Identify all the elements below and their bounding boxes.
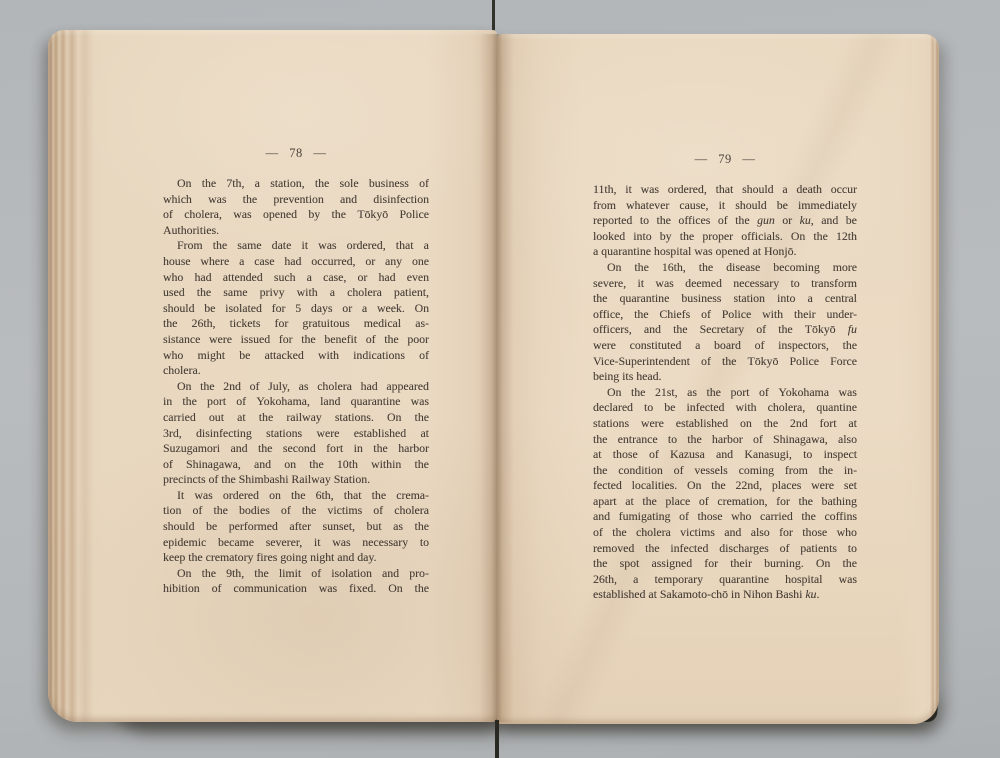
text-line: Suzugamori and the second fort in the harbor <box>163 441 429 456</box>
text-line: From the same date it was ordered, that a <box>177 238 429 253</box>
paragraph <box>163 238 429 378</box>
paragraph <box>163 488 429 566</box>
text-line: which was the prevention and disinfection <box>163 191 429 206</box>
text-line: removed the infected discharges of patients to <box>593 540 857 555</box>
text-line: the condition of vessels coming from the in- <box>593 462 857 477</box>
text-line: 26th, a temporary quarantine hospital was <box>593 571 857 586</box>
text-line: of the cholera victims and also for those who <box>593 525 857 540</box>
paragraph <box>593 260 857 385</box>
text-line: tion of the bodies of the victims of cholera <box>163 503 429 518</box>
book-strap-bottom <box>495 720 499 758</box>
text-line: the entrance to the harbor of Shinagawa, also <box>593 431 857 446</box>
text-line: On the 16th, the disease becoming more <box>607 259 857 274</box>
text-line: the 26th, tickets for gratuitous medical as- <box>163 316 429 331</box>
text-line: epidemic became severer, it was necessary to <box>163 534 429 549</box>
paragraph <box>163 566 429 597</box>
text-line: severe, it was deemed necessary to transform <box>593 275 857 290</box>
text-line: were constituted a board of inspectors, the <box>593 337 857 352</box>
text-line: carried out at the railway stations. On the <box>163 409 429 424</box>
text-line: hibition of communication was fixed. On the <box>163 581 429 596</box>
text-line: It was ordered on the 6th, that the crema- <box>177 487 429 502</box>
text-line: the spot assigned for their burning. On the <box>593 556 857 571</box>
text-line: Authorities. <box>163 222 220 237</box>
paragraph <box>163 379 429 488</box>
text-line: office, the Chiefs of Police with their under- <box>593 306 857 321</box>
text-line: should be performed after sunset, but as the <box>163 519 429 534</box>
paragraph <box>593 182 857 260</box>
text-line: established at Sakamoto-chō in Nihon Bashi ku. <box>593 587 820 602</box>
text-line: should be isolated for 5 days or a week. On <box>163 300 429 315</box>
text-line: sistance were issued for the benefit of the poor <box>163 331 429 346</box>
text-line: On the 2nd of July, as cholera had appeared <box>177 378 429 393</box>
right-page-text <box>593 182 857 603</box>
text-line: apart at the place of cremation, for the bathing <box>593 493 857 508</box>
text-line: who had attended such a case, or had even <box>163 269 429 284</box>
text-line: On the 21st, as the port of Yokohama was <box>607 384 857 399</box>
text-line: precincts of the Shimbashi Railway Station. <box>163 472 371 487</box>
text-line: in the port of Yokohama, land quarantine was <box>163 394 429 409</box>
text-line: the quarantine business station into a central <box>593 291 857 306</box>
text-line: 3rd, disinfecting stations were established at <box>163 425 429 440</box>
left-page <box>48 30 497 722</box>
text-line: used the same privy with a cholera patient, <box>163 285 429 300</box>
text-line: fected localities. On the 22nd, places were set <box>593 478 857 493</box>
text-line: house where a case had occurred, or any one <box>163 253 429 268</box>
text-line: looked into by the proper officials. On the 12th <box>593 228 857 243</box>
text-line: stations were established on the 2nd fort at <box>593 415 857 430</box>
text-line: Vice-Superintendent of the Tōkyō Police Force <box>593 353 857 368</box>
right-page <box>497 34 939 724</box>
text-line: at those of Kazusa and Kanasugi, to inspect <box>593 447 857 462</box>
paragraph <box>593 385 857 603</box>
text-line: reported to the offices of the gun or ku, and be <box>593 213 857 228</box>
text-line: who might be attacked with indications of <box>163 347 429 362</box>
text-line: a quarantine hospital was opened at Honjō. <box>593 244 797 259</box>
text-line: of Shinagawa, and on the 10th within the <box>163 456 429 471</box>
paragraph <box>163 176 429 238</box>
text-line: declared to be infected with cholera, quantine <box>593 400 857 415</box>
right-page-number: — 79 — <box>694 152 756 166</box>
left-page-number: — 78 — <box>265 146 327 160</box>
text-line: and fumigating of those who carried the coffins <box>593 509 857 524</box>
text-line: keep the crematory fires going night and day. <box>163 550 377 565</box>
text-line: On the 7th, a station, the sole business of <box>177 176 429 190</box>
text-line: of cholera, was opened by the Tōkyō Police <box>163 207 429 222</box>
text-line: cholera. <box>163 363 201 378</box>
left-page-text <box>163 176 429 597</box>
text-line: On the 9th, the limit of isolation and pro- <box>177 565 429 580</box>
text-line: from whatever cause, it should be immediately <box>593 197 857 212</box>
text-line: officers, and the Secretary of the Tōkyō fu <box>593 322 857 337</box>
text-line: being its head. <box>593 369 662 384</box>
text-line: 11th, it was ordered, that should a death occur <box>593 182 857 196</box>
